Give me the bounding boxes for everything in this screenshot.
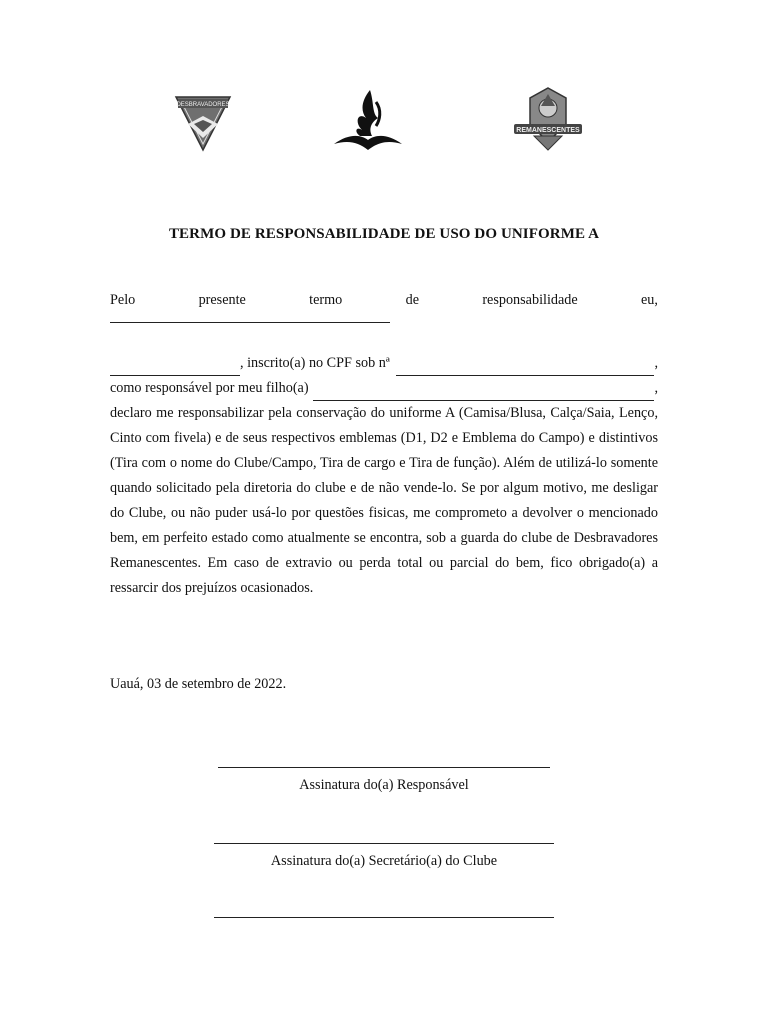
secretary-signature-line [214, 843, 554, 844]
intro-word: responsabilidade [482, 292, 578, 308]
name-continuation-blank [110, 361, 240, 376]
responsible-signature-label: Assinatura do(a) Responsável [299, 777, 469, 793]
intro-word: Pelo [110, 292, 136, 308]
adventist-logo [332, 88, 404, 152]
child-name-blank [313, 386, 655, 401]
secretary-signature-label: Assinatura do(a) Secretário(a) do Clube [270, 853, 498, 869]
cpf-line [110, 351, 658, 376]
child-line [110, 376, 658, 401]
document-title: TERMO DE RESPONSABILIDADE DE USO DO UNIFORME A [168, 226, 600, 242]
document-date: Uauá, 03 de setembro de 2022. [110, 676, 287, 692]
body-paragraph [110, 351, 658, 601]
cpf-label: , inscrito(a) no CPF sob nª [240, 355, 390, 371]
pathfinder-logo-text: DESBRAVADORES [176, 102, 230, 108]
cpf-line-end: , [654, 355, 658, 371]
intro-word: termo [309, 292, 343, 308]
name-blank-line [110, 322, 390, 323]
remanescentes-logo-text: REMANESCENTES [516, 127, 580, 134]
remanescentes-club-logo [508, 84, 588, 154]
intro-line [110, 292, 658, 309]
child-label: como responsável por meu filho(a) [110, 380, 309, 396]
extra-signature-line [214, 917, 554, 918]
pathfinder-logo [174, 94, 232, 152]
responsible-signature-line [218, 767, 550, 768]
body-text: declaro me responsabilizar pela conservação do uniforme A (Camisa/Blusa, Calça/Saia, Lenço, Cinto com fivela) e de seus respectivos emblemas (D1, D2 e Emblema do Campo) e distintivos (Tira com o nome do Clube/Campo, Tira de cargo e Tira de função). Além de utilizá-lo somente quando solicitado pela diretoria do clube e de não vende-lo. Se por algum motivo, me desligar do Clube, ou não puder usá-lo por questões fisicas, me comprometo a devolver o mencionado bem, em perfeito estado como atualmente se encontra, sob a guarda do clube de Desbravadores Remanescentes. Em caso de extravio ou perda total ou parcial do bem, fico obrigado(a) a ressarcir dos prejuízos ocasionados. [110, 405, 658, 596]
cpf-blank [396, 361, 655, 376]
intro-word: de [405, 292, 419, 308]
child-line-end: , [654, 380, 658, 396]
intro-word: presente [198, 292, 246, 308]
intro-word: eu, [641, 292, 658, 308]
